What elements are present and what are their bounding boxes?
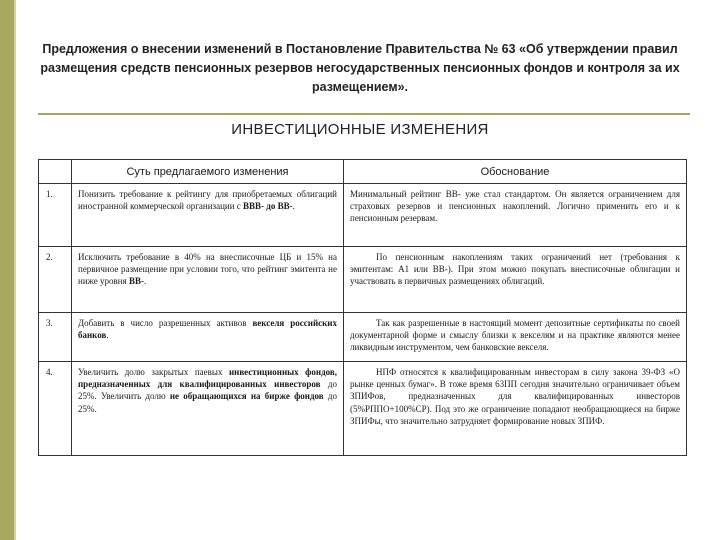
change-text-bold: векселя российских банков — [78, 318, 337, 341]
reason-cell: Так как разрешенные в настоящий момент депозитные сертификаты по своей документарной форме и смыслу близки к векселям и на практике являются менее ликвидным инструментом, чем банковские векселя. — [344, 313, 687, 362]
row-number: 2. — [39, 247, 72, 313]
change-text: до 25%. — [78, 391, 337, 414]
change-text-bold: ВВ- — [128, 276, 144, 287]
change-text: Понизить требование к рейтингу для приобретаемых облигаций иностранной коммерческой организации с — [78, 189, 337, 212]
change-cell — [72, 362, 344, 456]
row-number: 1. — [39, 184, 72, 247]
change-text: . — [143, 276, 147, 287]
table-row — [39, 362, 687, 456]
change-text: Добавить в число разрешенных активов — [78, 318, 253, 328]
change-text: . — [106, 330, 109, 341]
change-cell — [72, 184, 344, 247]
slide-subtitle: ИНВЕСТИЦИОННЫЕ ИЗМЕНЕНИЯ — [231, 121, 489, 138]
table-row — [39, 313, 687, 362]
slide-title: Предложения о внесении изменений в Постановление Правительства № 63 «Об утверждении правил размещения средств пенсионных резервов негосударственных пенсионных фондов и контроля за их размещением». — [40, 42, 680, 94]
change-text-bold: ВВВ- до ВВ- — [243, 201, 293, 212]
header-num — [39, 160, 72, 184]
row-number: 4. — [39, 362, 72, 456]
proposals-table — [38, 159, 687, 456]
header-reason: Обоснование — [344, 160, 687, 184]
reason-cell: Минимальный рейтинг ВВ- уже стал стандартом. Он является ограничением для страховых резервов и пенсионных накоплений. Логично применить его и к пенсионным резервам. — [344, 184, 687, 247]
table-header-row — [39, 160, 687, 184]
change-text-bold: инвестиционных фондов, предназначенных для квалифицированных инвесторов — [78, 367, 338, 390]
header-change: Суть предлагаемого изменения — [72, 160, 344, 184]
change-text: . — [292, 201, 295, 212]
table-row — [39, 184, 687, 247]
change-text: Увеличить долю закрытых паевых — [78, 367, 229, 377]
row-number: 3. — [39, 313, 72, 362]
reason-cell: НПФ относятся к квалифицированным инвесторам в силу закона 39-ФЗ «О рынке ценных бумаг». В тоже время 63ПП сегодня значительно ограничивает объем ЗПИФов, предназначенных для квалифицированных инвесторов (5%РППО+100%СР). Под это же ограничение попадают необращающиеся на бирже ЗПИФы, что значительно затрудняет формирование новых ЗПИФ. — [344, 362, 687, 456]
left-accent-bar-highlight — [14, 0, 16, 540]
change-text-bold: не обращающихся на бирже фондов — [169, 391, 324, 402]
title-divider — [38, 113, 690, 115]
change-cell — [72, 313, 344, 362]
left-accent-bar — [0, 0, 14, 540]
change-text: до 25%. Увеличить долю — [78, 379, 337, 402]
change-cell — [72, 247, 344, 313]
reason-cell: По пенсионным накоплениям таких ограничений нет (требования к эмитентам: А1 или ВВ-). При этом можно покупать внесписочные облигации и участвовать в первичных размещениях облигаций. — [344, 247, 687, 313]
table-row — [39, 247, 687, 313]
change-text: Исключить требование в 40% на внесписочные ЦБ и 15% на первичное размещение при условии того, что рейтинг эмитента не ниже уровня — [78, 252, 337, 287]
